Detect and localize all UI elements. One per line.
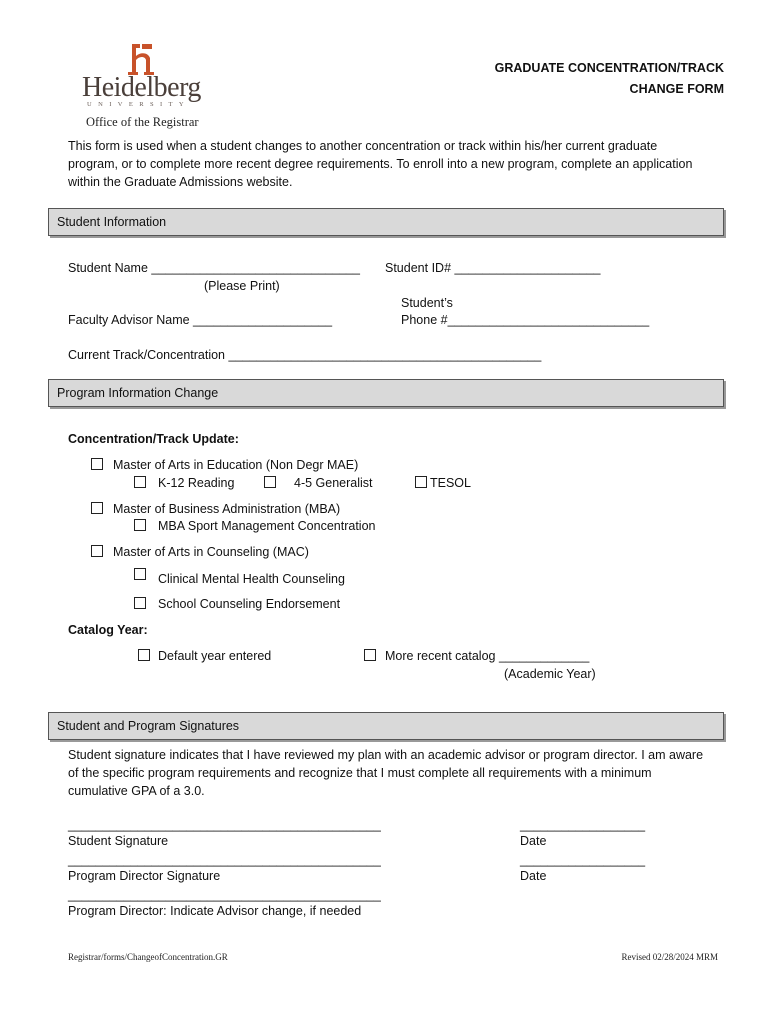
student-date-label: Date xyxy=(520,834,547,848)
footer-form-path: Registrar/forms/ChangeofConcentration.GR xyxy=(68,952,228,962)
please-print-note: (Please Print) xyxy=(204,279,280,293)
director-date-line[interactable]: __________________ xyxy=(520,853,646,867)
signatures-header: Student and Program Signatures xyxy=(48,712,724,740)
footer-revised: Revised 02/28/2024 MRM xyxy=(621,952,718,962)
phone-label: Student’s xyxy=(401,296,453,310)
generalist-checkbox[interactable] xyxy=(264,476,276,488)
student-date-line[interactable]: __________________ xyxy=(520,818,646,832)
signature-text-line1: Student signature indicates that I have reviewed my plan with an academic advisor or program director. I am aware xyxy=(68,748,704,762)
generalist-label: 4-5 Generalist xyxy=(294,476,373,490)
intro-line1: This form is used when a student changes to another concentration or track within his/her current graduate xyxy=(68,139,658,153)
mae-checkbox[interactable] xyxy=(91,458,103,470)
director-signature-label: Program Director Signature xyxy=(68,869,221,883)
advisor-change-label: Program Director: Indicate Advisor change, if needed xyxy=(68,904,362,918)
phone-field[interactable]: Phone #_____________________________ xyxy=(401,313,650,327)
clinical-checkbox[interactable] xyxy=(134,568,146,580)
school-label: School Counseling Endorsement xyxy=(158,597,341,611)
k12-label: K-12 Reading xyxy=(158,476,235,490)
tesol-label: TESOL xyxy=(430,476,471,490)
form-title-line1: GRADUATE CONCENTRATION/TRACK xyxy=(494,61,724,75)
student-id-field[interactable]: Student ID# _____________________ xyxy=(385,261,601,275)
student-name-field[interactable]: Student Name ______________________________ xyxy=(68,261,360,275)
signature-text-line2: of the specific program requirements and recognize that I must complete all requirements with a minimum xyxy=(68,766,652,780)
clinical-label: Clinical Mental Health Counseling xyxy=(158,572,345,586)
logo-wordmark: Heidelberg xyxy=(82,72,201,103)
logo-subtitle: UNIVERSITY xyxy=(87,101,190,108)
academic-year-note: (Academic Year) xyxy=(504,667,596,681)
intro-line3: within the Graduate Admissions website. xyxy=(68,175,293,189)
mac-checkbox[interactable] xyxy=(91,545,103,557)
program-change-header: Program Information Change xyxy=(48,379,724,407)
mae-label: Master of Arts in Education (Non Degr MAE) xyxy=(113,458,359,472)
default-year-checkbox[interactable] xyxy=(138,649,150,661)
logo-office: Office of the Registrar xyxy=(86,115,199,129)
mba-checkbox[interactable] xyxy=(91,502,103,514)
form-title-line2: CHANGE FORM xyxy=(629,82,724,96)
faculty-advisor-field[interactable]: Faculty Advisor Name ____________________ xyxy=(68,313,333,327)
intro-line2: program, or to complete more recent degree requirements. To enroll into a new program, complete an application xyxy=(68,157,693,171)
director-date-label: Date xyxy=(520,869,547,883)
current-track-field[interactable]: Current Track/Concentration _____________________________________________ xyxy=(68,348,542,362)
advisor-change-line[interactable]: _____________________________________________ xyxy=(68,888,381,902)
mba-label: Master of Business Administration (MBA) xyxy=(113,502,341,516)
student-signature-line[interactable]: _____________________________________________ xyxy=(68,818,381,832)
signature-text-line3: cumulative GPA of a 3.0. xyxy=(68,784,205,798)
school-checkbox[interactable] xyxy=(134,597,146,609)
k12-checkbox[interactable] xyxy=(134,476,146,488)
concentration-update-label: Concentration/Track Update: xyxy=(68,432,239,446)
mba-sport-checkbox[interactable] xyxy=(134,519,146,531)
student-signature-label: Student Signature xyxy=(68,834,169,848)
mba-sport-label: MBA Sport Management Concentration xyxy=(158,519,376,533)
student-info-header: Student Information xyxy=(48,208,724,236)
tesol-checkbox[interactable] xyxy=(415,476,427,488)
catalog-year-label: Catalog Year: xyxy=(68,623,148,637)
recent-catalog-field[interactable]: More recent catalog _____________ xyxy=(385,649,590,663)
mac-label: Master of Arts in Counseling (MAC) xyxy=(113,545,309,559)
director-signature-line[interactable]: _____________________________________________ xyxy=(68,853,381,867)
recent-catalog-checkbox[interactable] xyxy=(364,649,376,661)
default-year-label: Default year entered xyxy=(158,649,272,663)
heidelberg-h-mark-icon xyxy=(126,42,158,76)
